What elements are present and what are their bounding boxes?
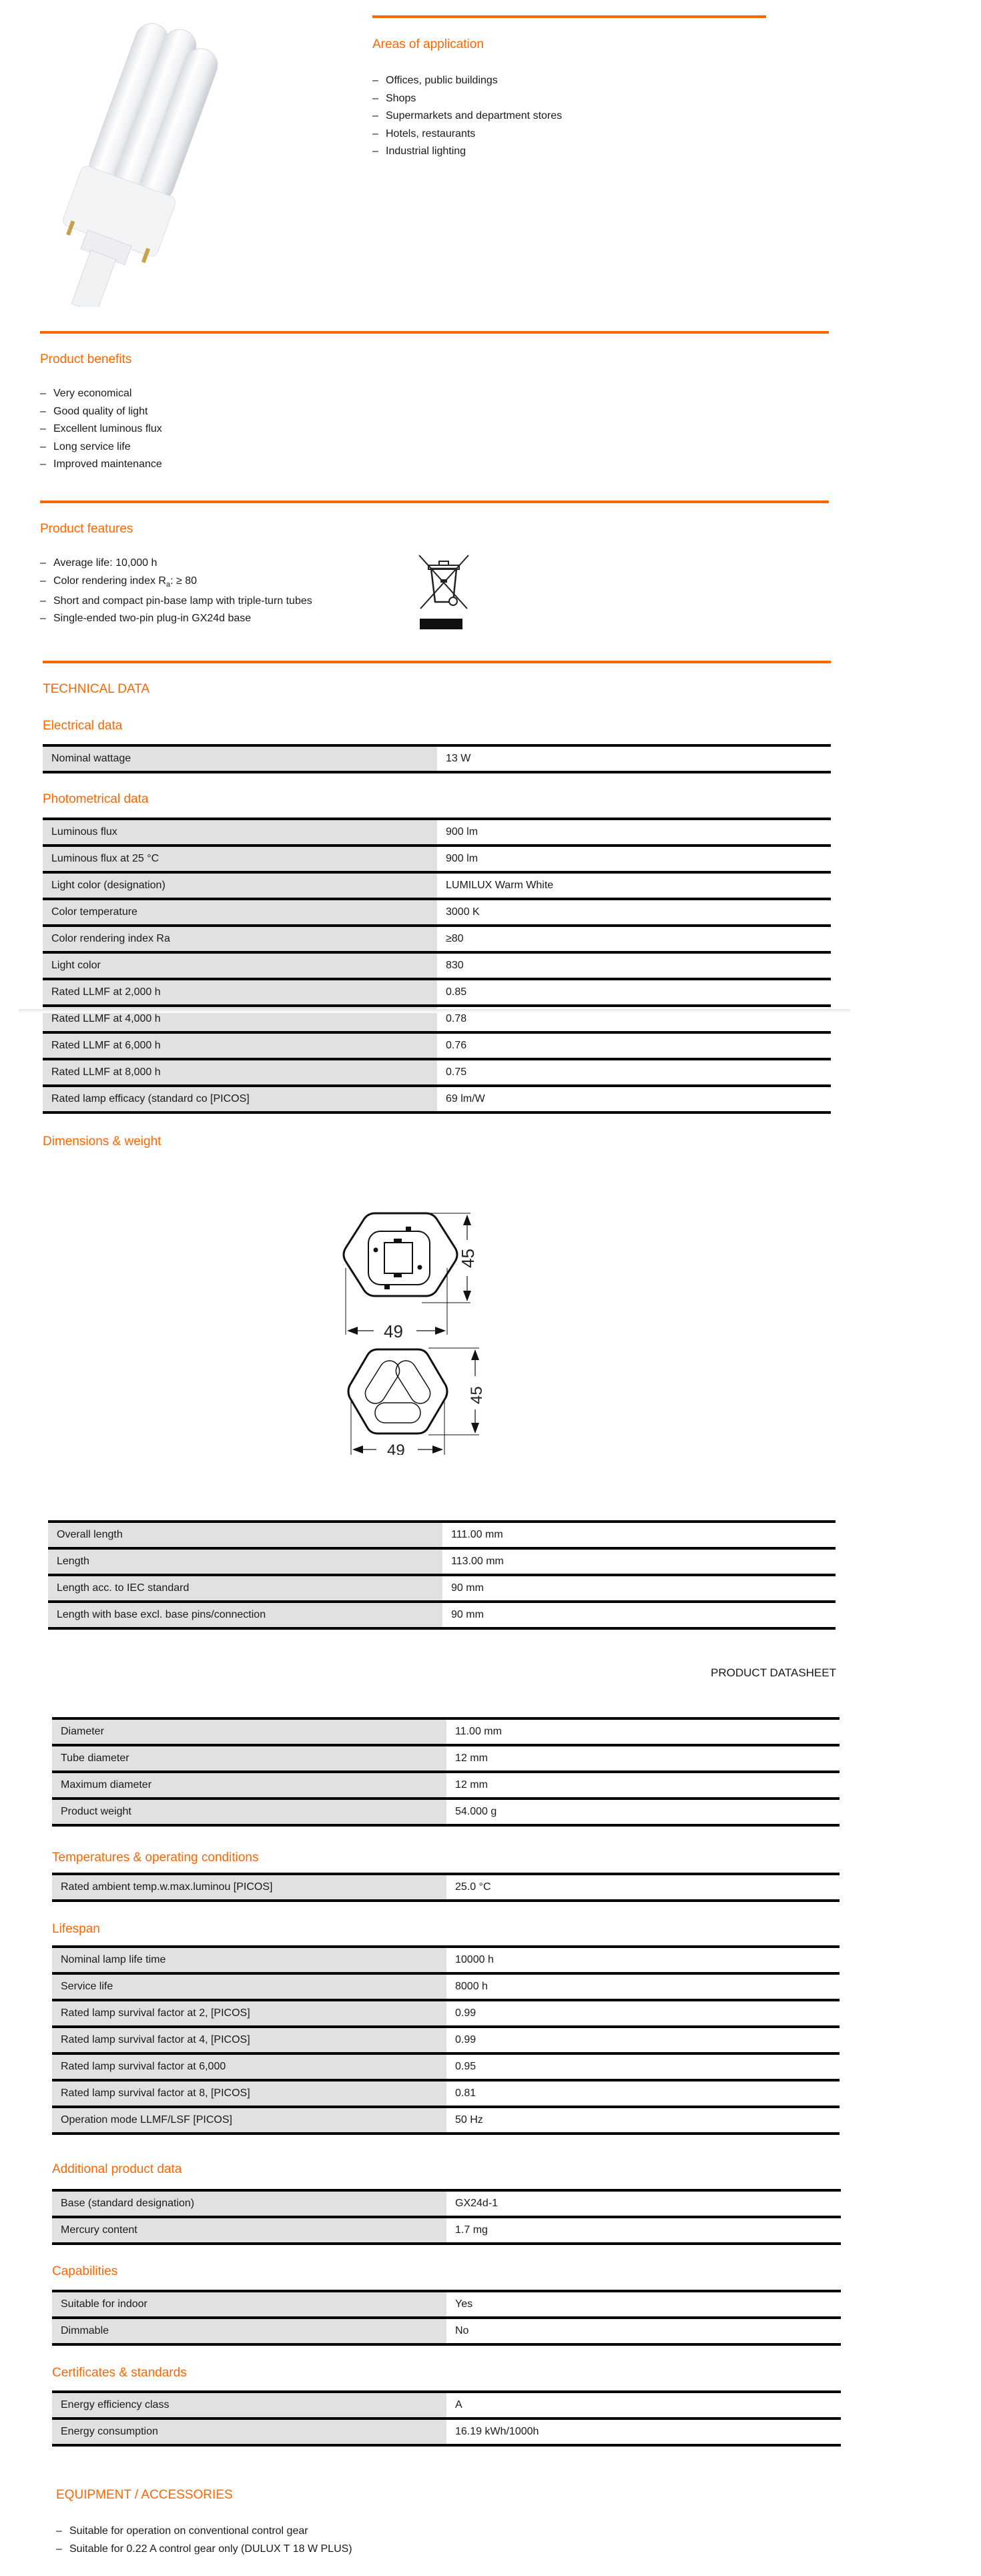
row-label: Service life bbox=[52, 1973, 446, 2000]
row-value: 12 mm bbox=[446, 1745, 840, 1772]
row-label: Rated LLMF at 8,000 h bbox=[43, 1059, 437, 1086]
table-row bbox=[43, 1059, 831, 1086]
table-row bbox=[52, 1874, 840, 1901]
list-item: – Very economical bbox=[40, 388, 132, 399]
divider-features bbox=[40, 501, 829, 503]
row-label: Maximum diameter bbox=[52, 1772, 446, 1799]
row-label: Length with base excl. base pins/connection bbox=[48, 1602, 442, 1628]
list-item: – Improved maintenance bbox=[40, 458, 162, 470]
row-label: Product weight bbox=[52, 1799, 446, 1825]
divider-areas bbox=[372, 15, 766, 18]
row-label: Length bbox=[48, 1548, 442, 1575]
table-row bbox=[52, 2080, 840, 2107]
row-value: 10000 h bbox=[446, 1947, 840, 1973]
row-label: Rated lamp survival factor at 4, [PICOS] bbox=[52, 2027, 446, 2053]
row-label: Rated lamp survival factor at 6,000 bbox=[52, 2053, 446, 2080]
section-title-temperatures: Temperatures & operating conditions bbox=[52, 1851, 259, 1865]
row-label: Color rendering index Ra bbox=[43, 926, 437, 952]
table-row bbox=[52, 1799, 840, 1825]
row-value: 11.00 mm bbox=[446, 1718, 840, 1745]
section-title-certificates: Certificates & standards bbox=[52, 2366, 187, 2380]
page-header-datasheet: PRODUCT DATASHEET bbox=[711, 1666, 836, 1679]
list-item: – Short and compact pin-base lamp with triple-turn tubes bbox=[40, 595, 312, 607]
row-label: Suitable for indoor bbox=[52, 2291, 446, 2318]
row-value: 0.81 bbox=[446, 2080, 840, 2107]
table-row bbox=[43, 846, 831, 872]
section-title-dimensions: Dimensions & weight bbox=[43, 1135, 161, 1149]
row-value: 12 mm bbox=[446, 1772, 840, 1799]
list-item: – Shops bbox=[372, 92, 416, 104]
section-title-additional: Additional product data bbox=[52, 2162, 182, 2176]
row-value: 1.7 mg bbox=[446, 2217, 841, 2244]
row-value: ≥80 bbox=[437, 926, 831, 952]
row-value: 3000 K bbox=[437, 899, 831, 926]
table-row bbox=[52, 2419, 841, 2445]
row-value: 69 lm/W bbox=[437, 1086, 831, 1112]
row-value: A bbox=[446, 2392, 841, 2419]
table-row bbox=[43, 899, 831, 926]
list-item: – Average life: 10,000 h bbox=[40, 557, 157, 569]
row-label: Rated lamp survival factor at 2, [PICOS] bbox=[52, 2000, 446, 2027]
table-row bbox=[43, 952, 831, 979]
row-value: 0.76 bbox=[437, 1032, 831, 1059]
weee-crossed-bin-icon bbox=[416, 554, 472, 634]
row-value: 54.000 g bbox=[446, 1799, 840, 1825]
table-row bbox=[43, 1086, 831, 1112]
row-label: Luminous flux bbox=[43, 819, 437, 846]
list-item: – Single-ended two-pin plug-in GX24d base bbox=[40, 613, 252, 624]
row-label: Rated lamp efficacy (standard co [PICOS] bbox=[43, 1086, 437, 1112]
list-item: – Suitable for operation on conventional control gear bbox=[56, 2525, 308, 2537]
table-row bbox=[52, 1718, 840, 1745]
table-row bbox=[48, 1575, 836, 1602]
row-label: Rated LLMF at 2,000 h bbox=[43, 979, 437, 1006]
row-label: Operation mode LLMF/LSF [PICOS] bbox=[52, 2107, 446, 2134]
row-label: Nominal wattage bbox=[43, 745, 437, 772]
section-title-features: Product features bbox=[40, 522, 133, 536]
table-row bbox=[43, 926, 831, 952]
row-value: 0.75 bbox=[437, 1059, 831, 1086]
list-item: – Color rendering index $R_a$: ≥ 80 bbox=[40, 575, 198, 589]
section-title-capabilities: Capabilities bbox=[52, 2264, 118, 2278]
row-label: Energy efficiency class bbox=[52, 2392, 446, 2419]
table-row bbox=[52, 1772, 840, 1799]
table-row bbox=[43, 979, 831, 1006]
row-label: Diameter bbox=[52, 1718, 446, 1745]
width-label: 49 bbox=[387, 1441, 405, 1455]
list-item: – Supermarkets and department stores bbox=[372, 110, 563, 121]
section-title-technical-data: TECHNICAL DATA bbox=[43, 682, 150, 696]
list-item: – Industrial lighting bbox=[372, 145, 466, 157]
photometrical-table bbox=[43, 818, 831, 1114]
list-item: – Long service life bbox=[40, 440, 131, 452]
table-row bbox=[43, 872, 831, 899]
row-value: 16.19 kWh/1000h bbox=[446, 2419, 841, 2445]
table-row bbox=[52, 1947, 840, 1973]
list-item: – Suitable for 0.22 A control gear only (DULUX T 18 W PLUS) bbox=[56, 2543, 352, 2555]
row-label: Dimmable bbox=[52, 2318, 446, 2344]
list-item: – Hotels, restaurants bbox=[372, 127, 476, 139]
height-label: 45 bbox=[468, 1386, 486, 1404]
dimension-drawing bbox=[334, 1201, 494, 1455]
row-value: 0.78 bbox=[437, 1006, 831, 1032]
capabilities-table bbox=[52, 2290, 841, 2346]
row-value: 111.00 mm bbox=[442, 1522, 836, 1548]
row-label: Tube diameter bbox=[52, 1745, 446, 1772]
temperatures-table bbox=[52, 1873, 840, 1902]
electrical-table bbox=[43, 744, 831, 773]
row-value: 0.99 bbox=[446, 2000, 840, 2027]
list-item: – Offices, public buildings bbox=[372, 75, 498, 86]
table-row bbox=[52, 2318, 841, 2344]
height-label: 45 bbox=[458, 1249, 478, 1268]
section-title-electrical: Electrical data bbox=[43, 719, 123, 733]
row-value: Yes bbox=[446, 2291, 841, 2318]
areas-list bbox=[372, 72, 562, 161]
table-row bbox=[48, 1602, 836, 1628]
table-row bbox=[43, 1032, 831, 1059]
table-row bbox=[52, 2291, 841, 2318]
section-title-photometrical: Photometrical data bbox=[43, 792, 149, 806]
row-label: Light color (designation) bbox=[43, 872, 437, 899]
row-label: Length acc. to IEC standard bbox=[48, 1575, 442, 1602]
section-title-areas: Areas of application bbox=[372, 37, 484, 51]
divider-technical bbox=[43, 661, 831, 663]
table-row bbox=[52, 2392, 841, 2419]
equipment-list bbox=[56, 2523, 352, 2558]
section-title-equipment: EQUIPMENT / ACCESSORIES bbox=[56, 2488, 233, 2502]
row-label: Overall length bbox=[48, 1522, 442, 1548]
row-value: 90 mm bbox=[442, 1602, 836, 1628]
row-value: 900 lm bbox=[437, 819, 831, 846]
row-value: 900 lm bbox=[437, 846, 831, 872]
table-row bbox=[52, 2053, 840, 2080]
row-label: Color temperature bbox=[43, 899, 437, 926]
row-value: 50 Hz bbox=[446, 2107, 840, 2134]
table-row bbox=[52, 2217, 841, 2244]
row-label: Mercury content bbox=[52, 2217, 446, 2244]
row-value: 90 mm bbox=[442, 1575, 836, 1602]
table-row bbox=[52, 2000, 840, 2027]
table-row bbox=[52, 1973, 840, 2000]
dimensions-table-a bbox=[48, 1520, 836, 1630]
row-value: No bbox=[446, 2318, 841, 2344]
table-row bbox=[48, 1548, 836, 1575]
product-image bbox=[13, 13, 234, 307]
row-label: Energy consumption bbox=[52, 2419, 446, 2445]
row-value: 25.0 °C bbox=[446, 1874, 840, 1901]
table-row bbox=[52, 2190, 841, 2217]
row-label: Rated lamp survival factor at 8, [PICOS] bbox=[52, 2080, 446, 2107]
row-value: 8000 h bbox=[446, 1973, 840, 2000]
table-row bbox=[48, 1522, 836, 1548]
row-label: Light color bbox=[43, 952, 437, 979]
row-value: GX24d-1 bbox=[446, 2190, 841, 2217]
row-label: Nominal lamp life time bbox=[52, 1947, 446, 1973]
table-row bbox=[43, 745, 831, 772]
row-label: Base (standard designation) bbox=[52, 2190, 446, 2217]
dimensions-table-b bbox=[52, 1717, 840, 1827]
row-label: Rated LLMF at 6,000 h bbox=[43, 1032, 437, 1059]
width-label: 49 bbox=[384, 1321, 403, 1341]
row-value: 0.85 bbox=[437, 979, 831, 1006]
row-value: 13 W bbox=[437, 745, 831, 772]
additional-table bbox=[52, 2189, 841, 2245]
row-label: Rated LLMF at 4,000 h bbox=[43, 1006, 437, 1032]
benefits-list bbox=[40, 385, 162, 474]
list-item: – Excellent luminous flux bbox=[40, 423, 162, 434]
table-row bbox=[43, 819, 831, 846]
section-title-lifespan: Lifespan bbox=[52, 1922, 100, 1936]
table-row bbox=[52, 2107, 840, 2134]
page-break-shadow bbox=[19, 1009, 850, 1013]
row-value: 0.99 bbox=[446, 2027, 840, 2053]
features-list bbox=[40, 555, 312, 628]
table-row bbox=[52, 2027, 840, 2053]
row-label: Rated ambient temp.w.max.luminou [PICOS] bbox=[52, 1874, 446, 1901]
divider-benefits bbox=[40, 331, 829, 334]
section-title-benefits: Product benefits bbox=[40, 352, 132, 366]
row-value: 0.95 bbox=[446, 2053, 840, 2080]
list-item: – Good quality of light bbox=[40, 405, 148, 417]
table-row bbox=[52, 1745, 840, 1772]
lifespan-table bbox=[52, 1945, 840, 2135]
row-value: LUMILUX Warm White bbox=[437, 872, 831, 899]
row-label: Luminous flux at 25 °C bbox=[43, 846, 437, 872]
row-value: 830 bbox=[437, 952, 831, 979]
certificates-table bbox=[52, 2390, 841, 2447]
row-value: 113.00 mm bbox=[442, 1548, 836, 1575]
